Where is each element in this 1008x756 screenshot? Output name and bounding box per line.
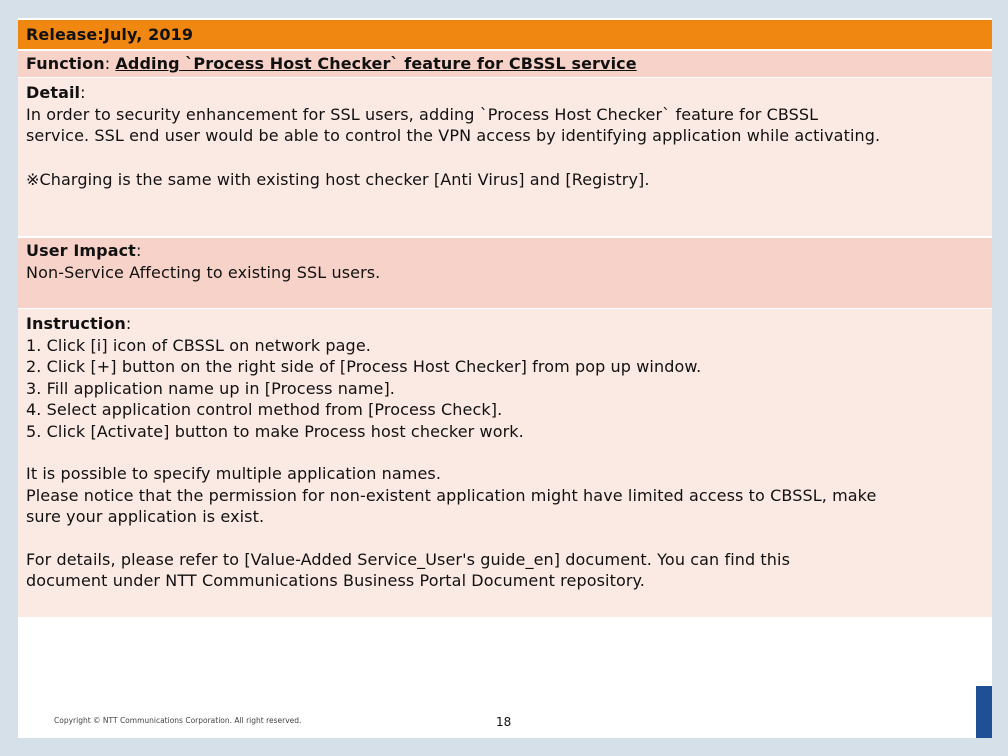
instruction-note: sure your application is exist. [26, 507, 265, 526]
release-row [18, 20, 992, 49]
instruction-step: 2. Click [+] button on the right side of [Process Host Checker] from pop up window. [26, 357, 702, 376]
instruction-label: Instruction [26, 314, 126, 333]
detail-row: Detail: In order to security enhancement for SSL users, adding `Process Host Checker` feature for CBSSL service. SSL end user would be able to control the VPN access by identifying application while activating. ※Charging is the same with existing host checker [Anti Virus] and [Registry]. [18, 78, 992, 236]
detail-label: Detail [26, 83, 81, 102]
page-number: 18 [496, 715, 512, 729]
instruction-step: 1. Click [i] icon of CBSSL on network page. [26, 335, 371, 355]
detail-line: In order to security enhancement for SSL users, adding `Process Host Checker` feature for CBSSL [26, 104, 819, 124]
function-label: Function [26, 54, 105, 73]
instruction-note: Please notice that the permission for non-existent application might have limited access to CBSSL, make [26, 485, 877, 505]
user-impact-row: User Impact: Non-Service Affecting to existing SSL users. [18, 238, 992, 308]
instruction-row: Instruction: 1. Click [i] icon of CBSSL on network page. 2. Click [+] button on the right side of [Process Host Checker] from pop up window. 3. Fill application name up in [Process name]. 4. Select application control method from [Process Check]. 5. Click [Activate] button to make Process host checker work. It is possible to specify multiple application names. Please notice that the permission for non-existent application might have limited access to CBSSL, make sure your application is exist. For details, please refer to [Value-Added Service_User's guide_en] document. You can find this document under NTT Communications Business Portal Document repository. [18, 309, 992, 617]
instruction-details: For details, please refer to [Value-Added Service_User's guide_en] document. You can find this [26, 549, 791, 569]
instruction-step: 4. Select application control method from [Process Check]. [26, 400, 503, 419]
slide [18, 18, 992, 738]
user-impact-label: User Impact [26, 241, 136, 260]
detail-note: ※Charging is the same with existing host checker [Anti Virus] and [Registry]. [26, 169, 650, 189]
user-impact-text: Non-Service Affecting to existing SSL users. [26, 262, 381, 282]
instruction-note: It is possible to specify multiple application names. [26, 464, 442, 483]
instruction-step: 3. Fill application name up in [Process name]. [26, 378, 395, 398]
function-title: Adding `Process Host Checker` feature for CBSSL service [115, 54, 637, 73]
release-label: Release: [26, 25, 104, 44]
detail-line: service. SSL end user would be able to control the VPN access by identifying application while activating. [26, 126, 881, 145]
footer-copyright: Copyright © NTT Communications Corporation. All right reserved. [54, 716, 302, 725]
corner-accent-block [976, 686, 992, 738]
function-row: Function: Adding `Process Host Checker` feature for CBSSL service [18, 51, 992, 77]
instruction-details: document under NTT Communications Business Portal Document repository. [26, 571, 645, 590]
instruction-step: 5. Click [Activate] button to make Process host checker work. [26, 421, 524, 441]
release-value: July, 2019 [103, 25, 194, 44]
